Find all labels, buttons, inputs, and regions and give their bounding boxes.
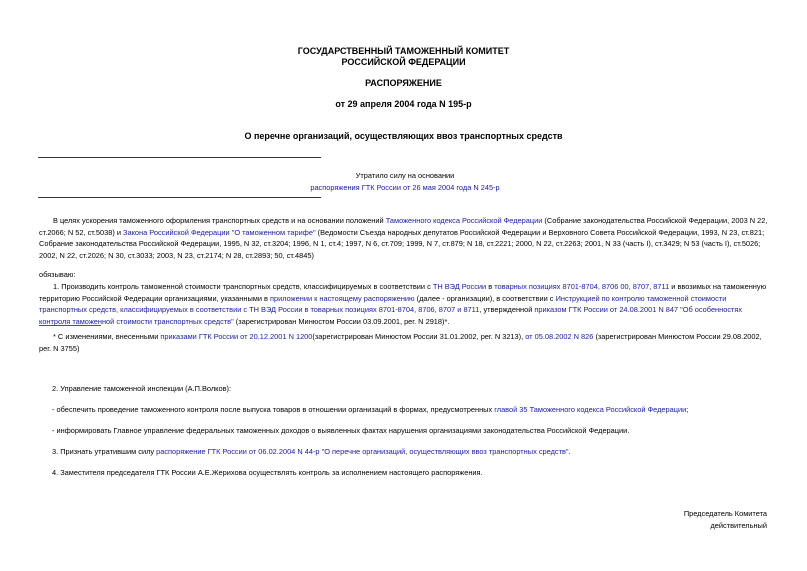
link-appendix[interactable]: приложении к настоящему распоряжению — [270, 293, 415, 303]
item-2a — [52, 404, 772, 416]
link-order-826[interactable]: от 05.08.2002 N 826 — [525, 332, 594, 341]
footnote-text: * С изменениями, внесенными — [53, 332, 161, 341]
status-block — [260, 170, 550, 193]
item-text: (зарегистрирован Минюстом России 03.09.2001, рег. N 2918)*. — [233, 316, 450, 326]
doc-title: О перечне организаций, осуществляющих ввоз транспортных средств — [244, 131, 563, 141]
preamble-text: В целях ускорения таможенного оформления транспортных средств и на основании положений — [53, 216, 386, 225]
status-link[interactable]: распоряжения ГТК России от 26 мая 2004 года N 245-р — [310, 182, 500, 192]
link-tn-ved[interactable]: ТН ВЭД России — [432, 282, 487, 291]
item-3 — [52, 446, 772, 458]
link-order-44[interactable]: распоряжение ГТК России от 06.02.2004 N 44-р "О перечне организаций, осуществляющих ввоз транспортных средств" — [156, 447, 569, 456]
item-text: 3. Признать утратившим силу — [52, 447, 157, 456]
item-text: в — [486, 282, 495, 291]
org-name-line2: РОССИЙСКОЙ ФЕДЕРАЦИИ — [341, 57, 466, 67]
item-1 — [39, 281, 769, 327]
link-tariff-law[interactable]: Закона Российской Федерации "О таможенном тарифе" — [123, 227, 316, 237]
link-instruction[interactable]: Инструкцией по контролю таможенной стоимости транспортных средств, классифицируемых в соответствии с ТН ВЭД России в товарных позициях 8701-8704, 8706, 8707 и 8711 — [39, 293, 727, 315]
divider-bottom — [38, 197, 321, 198]
status-text: Утратило силу на основании — [355, 171, 455, 180]
org-name-line1: ГОСУДАРСТВЕННЫЙ ТАМОЖЕННЫЙ КОМИТЕТ — [297, 46, 510, 56]
item-text: - обеспечить проведение таможенного контроля после выпуска товаров в отношении организаций в формах, предусмотренных — [52, 405, 495, 414]
link-customs-code[interactable]: Таможенного кодекса Российской Федерации — [385, 216, 543, 225]
document-header — [0, 46, 807, 68]
item-text: ; — [686, 405, 689, 414]
item-2: 2. Управление таможенной инспекции (А.П.Волков): — [52, 384, 232, 393]
link-order-1200[interactable]: приказами ГТК России от 20.12.2001 N 1200 — [160, 332, 313, 341]
preamble-text: (Ведомости Съезда народных депутатов Российской Федерации и Верховного Совета Российской Федерации, 1993, N 23, ст.821; Собрание законодательства Российской Федерации, 1995, N 32, ст.3204; 1996, N 1, ст.4; 1997, N 6, ст.709; 1999, N 7, ст.879; N 18, ст.2221; 2000, N 22, ст.2263; 2001, N 33 (часть I), ст.3429; N 53 (часть I), ст.5026; 2002, N 22, ст.2026; N 30, ст.3033; 2003, N 23, ст.2174; N 28, ст.2893; 50, ст.4845) — [39, 227, 765, 260]
footnote-text: (зарегистрирован Минюстом России 31.01.2002, рег. N 3213), — [312, 332, 526, 341]
divider-top — [38, 157, 321, 158]
link-order-847[interactable]: приказом ГТК России от 24.08.2001 N 847 "Об особенностях контроля таможенной стоимости транспортных средств" — [39, 305, 743, 326]
link-chapter-35[interactable]: главой 35 Таможенного кодекса Российской Федерации — [494, 405, 687, 414]
item-text: . — [568, 447, 571, 456]
doc-date: от 29 апреля 2004 года N 195-р — [335, 99, 472, 109]
signature-line1: Председатель Комитета — [683, 509, 767, 518]
signature-block — [684, 508, 767, 531]
footnote-divider — [39, 325, 101, 326]
link-tariff-positions[interactable]: товарных позициях 8701-8704, 8706 00, 8707, 8711 — [494, 282, 670, 291]
item-2b: - информировать Главное управление федеральных таможенных доходов о выявленных фактах нарушения организациями законодательства Российской Федерации. — [52, 426, 630, 435]
item-text: (далее - организации), в соответствии с — [414, 293, 556, 303]
footnote — [39, 331, 769, 354]
doc-type: РАСПОРЯЖЕНИЕ — [365, 78, 442, 88]
preamble-text: (Собрание законодательства Российской Федерации, 2003 N 22, ст.2066; N 52, ст.5038) и — [39, 216, 768, 237]
obliges-text: обязываю: — [39, 270, 76, 279]
item-text: , утвержденной — [479, 305, 535, 315]
footnote-text: (зарегистрирован Минюстом России 29.08.2002, рег. N 3755) — [39, 332, 762, 353]
signature-line2: действительный — [710, 520, 767, 530]
preamble — [39, 215, 769, 261]
item-4: 4. Заместителя председателя ГТК России А.Е.Жерихова осуществлять контроль за исполнением настоящего распоряжения. — [52, 468, 483, 477]
item-text: и ввозимых на таможенную территорию Российской Федерации организациями, указанными в — [39, 282, 767, 303]
item-text: 1. Производить контроль таможенной стоимости транспортных средств, классифицируемых в соответствии с — [53, 282, 433, 291]
